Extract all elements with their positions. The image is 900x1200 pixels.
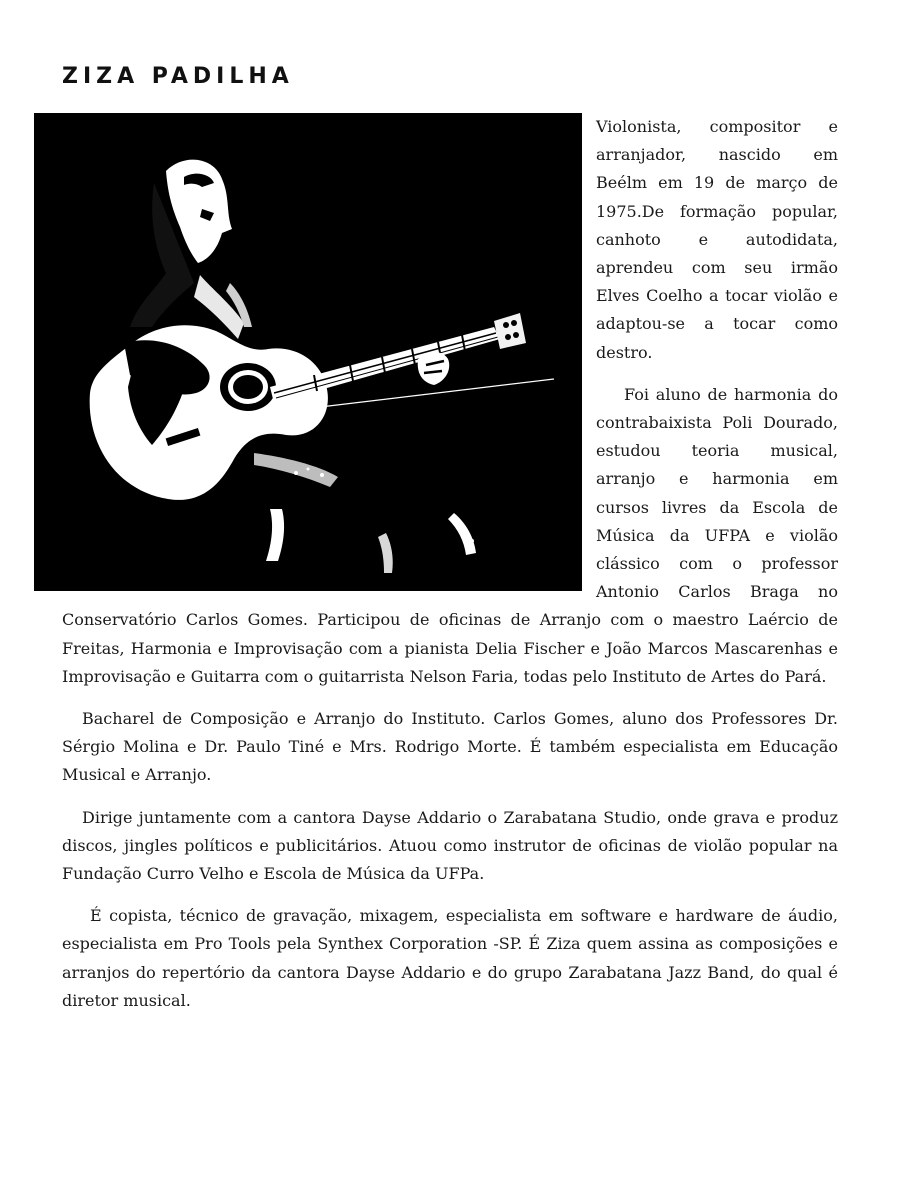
guitarist-photo bbox=[34, 113, 582, 591]
page-title: ZIZA PADILHA bbox=[62, 64, 294, 89]
article-body bbox=[62, 113, 838, 1015]
paragraph-2: Foi aluno de harmonia do contrabaixista Poli Dourado, estudou teoria musical, arranjo e harmonia em cursos livres da Escola de Música da UFPA e violão clássico com o professor Antonio Carlos Braga no Conservatório Carlos Gomes. Participou de oficinas de Arranjo com o maestro Laércio de Freitas, Harmonia e Improvisação com a pianista Delia Fischer e João Marcos Mascarenhas e Improvisação e Guitarra com o guitarrista Nelson Faria, todas pelo Instituto de Artes do Pará. bbox=[62, 384, 838, 686]
paragraph-1: Violonista, compositor e arranjador, nascido em Beélm em 19 de março de 1975.De formação popular, canhoto e autodidata, aprendeu com seu irmão Elves Coelho a tocar violão e adaptou-se a tocar como destro. bbox=[596, 117, 838, 362]
paragraph-4: Dirige juntamente com a cantora Dayse Addario o Zarabatana Studio, onde grava e produz discos, jingles políticos e publicitários. Atuou como instrutor de oficinas de violão popular na Fundação Curro Velho e Escola de Música da UFPa. bbox=[62, 807, 838, 884]
paragraph-3: Bacharel de Composição e Arranjo do Instituto. Carlos Gomes, aluno dos Professores Dr. Sérgio Molina e Dr. Paulo Tiné e Mrs. Rodrigo Morte. É também especialista em Educação Musical e Arranjo. bbox=[62, 709, 838, 785]
paragraph-5: É copista, técnico de gravação, mixagem, especialista em software e hardware de áudio, especialista em Pro Tools pela Synthex Corporation -SP. É Ziza quem assina as composições e arranjos do repertório da cantora Dayse Addario e do grupo Zarabatana Jazz Band, do qual é diretor musical. bbox=[62, 906, 838, 1010]
guitarist-illustration bbox=[34, 113, 582, 591]
